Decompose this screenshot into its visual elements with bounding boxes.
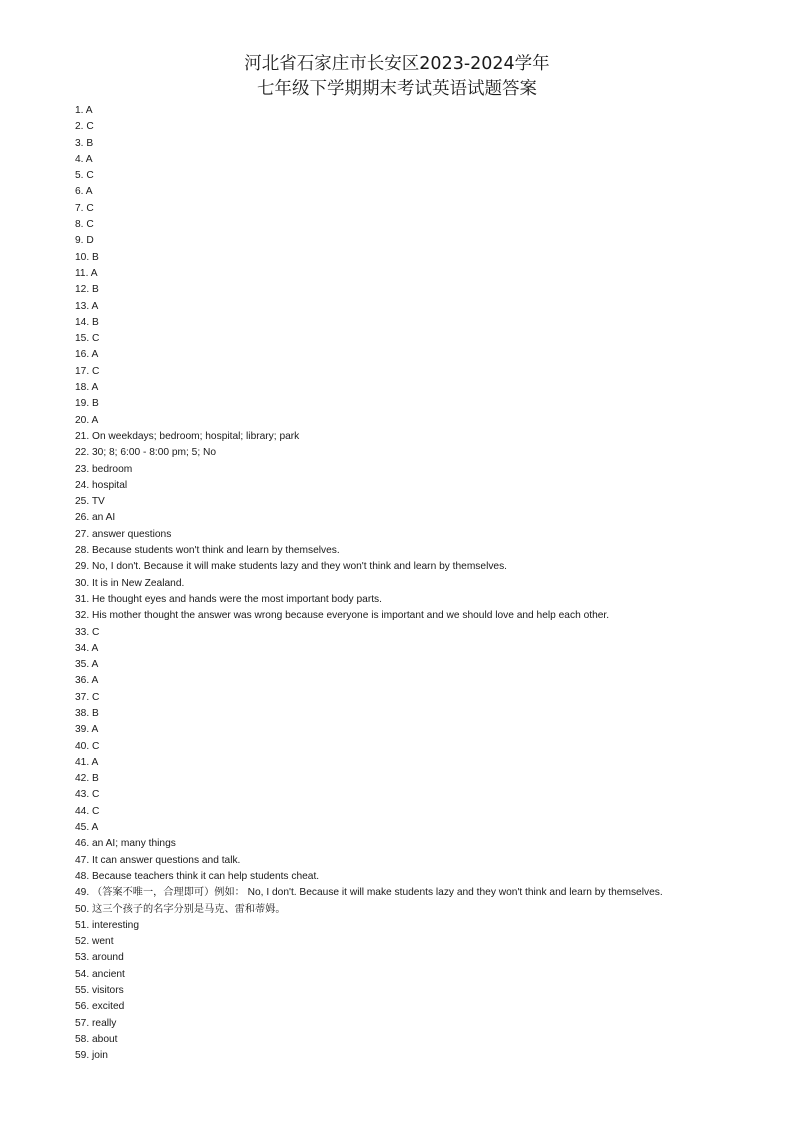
- answer-text: A: [91, 724, 99, 736]
- answer-number: 40.: [75, 740, 90, 752]
- answer-item: [75, 869, 725, 885]
- answer-number: 37.: [75, 691, 90, 703]
- answer-text: A: [91, 414, 99, 426]
- answer-text: C: [92, 789, 100, 801]
- answer-item: [75, 1016, 725, 1032]
- answer-item: [75, 999, 725, 1015]
- answer-number: 51.: [75, 919, 90, 931]
- answer-text: an AI: [92, 512, 116, 524]
- answer-item: [75, 233, 725, 249]
- answer-number: 3.: [75, 137, 84, 149]
- answer-item: [75, 136, 725, 152]
- answer-item: [75, 478, 725, 494]
- answer-text: His mother thought the answer was wrong because everyone is important and we should love and help each other.: [92, 610, 610, 622]
- answer-number: 42.: [75, 773, 90, 785]
- answer-item: [75, 315, 725, 331]
- answer-number: 25.: [75, 496, 90, 508]
- answer-text: It is in New Zealand.: [92, 577, 185, 589]
- answer-number: 5.: [75, 170, 84, 182]
- answer-text: B: [92, 251, 99, 263]
- answer-item: [75, 510, 725, 526]
- answer-number: 26.: [75, 512, 90, 524]
- answer-number: 20.: [75, 414, 90, 426]
- answer-text: C: [86, 219, 94, 231]
- answer-text: join: [92, 1050, 108, 1062]
- answer-number: 21.: [75, 430, 90, 442]
- answer-text: C: [92, 805, 100, 817]
- answer-text: interesting: [92, 919, 140, 931]
- answer-number: 10.: [75, 251, 90, 263]
- answer-text: ancient: [92, 968, 125, 980]
- answer-item: [75, 592, 725, 608]
- answer-text: On weekdays; bedroom; hospital; library; park: [92, 430, 300, 442]
- answer-number: 1.: [75, 105, 84, 116]
- answer-item: [75, 559, 725, 575]
- answer-item: [75, 299, 725, 315]
- answer-item: [75, 934, 725, 950]
- answer-list: [75, 103, 725, 1065]
- answer-item: [75, 119, 725, 135]
- answer-text: went: [92, 936, 114, 948]
- answer-text: hospital: [92, 479, 128, 491]
- answer-number: 17.: [75, 365, 90, 377]
- answer-number: 43.: [75, 789, 90, 801]
- answer-text: visitors: [92, 985, 124, 997]
- answer-item: [75, 641, 725, 657]
- answer-item: [75, 380, 725, 396]
- answer-text: B: [92, 284, 99, 296]
- answer-text: A: [85, 105, 93, 116]
- answer-item: [75, 608, 725, 624]
- answer-text: A: [90, 267, 98, 279]
- answer-number: 22.: [75, 447, 90, 459]
- answer-text: 这三个孩子的名字分别是马克、雷和蒂姆。: [92, 903, 286, 915]
- answer-item: [75, 347, 725, 363]
- answer-item: [75, 396, 725, 412]
- answer-text: bedroom: [92, 463, 133, 475]
- answer-number: 39.: [75, 724, 90, 736]
- answer-item: [75, 152, 725, 168]
- answer-text: A: [91, 382, 99, 394]
- answer-number: 33.: [75, 626, 90, 638]
- answer-text: C: [92, 365, 100, 377]
- answer-item: [75, 103, 725, 119]
- answer-item: [75, 184, 725, 200]
- answer-number: 36.: [75, 675, 90, 687]
- answer-number: 8.: [75, 219, 84, 231]
- answer-number: 46.: [75, 838, 90, 850]
- answer-item: [75, 266, 725, 282]
- answer-text: C: [92, 333, 100, 345]
- answer-number: 49.: [75, 887, 90, 899]
- answer-text: TV: [91, 496, 105, 508]
- answer-text: B: [92, 398, 99, 410]
- answer-text: around: [92, 952, 124, 964]
- answer-text: answer questions: [92, 528, 172, 540]
- answer-item: [75, 853, 725, 869]
- answer-number: 58.: [75, 1033, 90, 1045]
- answer-text: 30; 8; 6:00 - 8:00 pm; 5; No: [92, 447, 217, 459]
- answer-number: 59.: [75, 1050, 90, 1062]
- answer-text: C: [92, 626, 100, 638]
- answer-number: 41.: [75, 756, 90, 768]
- answer-number: 54.: [75, 968, 90, 980]
- answer-item: [75, 462, 725, 478]
- answer-item: [75, 771, 725, 787]
- answer-item: [75, 902, 725, 918]
- answer-item: [75, 1048, 725, 1064]
- answer-number: 28.: [75, 545, 90, 557]
- answer-item: [75, 168, 725, 184]
- answer-text: B: [92, 316, 99, 328]
- answer-text: Because students won't think and learn by themselves.: [92, 545, 340, 557]
- answer-item: [75, 690, 725, 706]
- answer-item: [75, 625, 725, 641]
- answer-number: 18.: [75, 382, 90, 394]
- answer-text: A: [91, 675, 99, 687]
- answer-text: A: [91, 659, 99, 671]
- answer-number: 44.: [75, 805, 90, 817]
- answer-number: 24.: [75, 479, 90, 491]
- document-title-line1: 河北省石家庄市长安区2023-2024学年: [244, 54, 550, 74]
- answer-text: about: [92, 1033, 118, 1045]
- answer-number: 4.: [75, 153, 84, 165]
- answer-text: A: [91, 642, 99, 654]
- answer-item: [75, 657, 725, 673]
- answer-item: [75, 413, 725, 429]
- answer-number: 34.: [75, 642, 90, 654]
- answer-number: 19.: [75, 398, 90, 410]
- answer-item: [75, 201, 725, 217]
- answer-text: C: [86, 170, 94, 182]
- answer-number: 9.: [75, 235, 84, 247]
- answer-number: 48.: [75, 870, 90, 882]
- answer-item: [75, 282, 725, 298]
- answer-text: excited: [92, 1001, 125, 1013]
- answer-text: Because teachers think it can help students cheat.: [92, 870, 320, 882]
- answer-number: 15.: [75, 333, 90, 345]
- answer-text: It can answer questions and talk.: [92, 854, 241, 866]
- answer-item: [75, 820, 725, 836]
- answer-item: [75, 787, 725, 803]
- answer-item: [75, 217, 725, 233]
- answer-text: D: [86, 235, 94, 247]
- answer-number: 32.: [75, 610, 90, 622]
- answer-item: [75, 250, 725, 266]
- answer-text: really: [92, 1017, 117, 1029]
- answer-text: A: [91, 756, 99, 768]
- answer-text: B: [92, 707, 99, 719]
- answer-text: an AI; many things: [92, 838, 176, 850]
- answer-item: [75, 885, 725, 901]
- answer-text: A: [91, 822, 99, 834]
- answer-item: [75, 543, 725, 559]
- answer-item: [75, 918, 725, 934]
- answer-number: 13.: [75, 300, 90, 312]
- answer-item: [75, 364, 725, 380]
- answer-number: 30.: [75, 577, 90, 589]
- answer-item: [75, 429, 725, 445]
- answer-item: [75, 950, 725, 966]
- answer-number: 2.: [75, 121, 84, 133]
- answer-number: 53.: [75, 952, 90, 964]
- answer-number: 52.: [75, 936, 90, 948]
- answer-number: 27.: [75, 528, 90, 540]
- answer-number: 29.: [75, 561, 90, 573]
- answer-number: 57.: [75, 1017, 90, 1029]
- answer-item: [75, 983, 725, 999]
- answer-number: 16.: [75, 349, 90, 361]
- answer-number: 55.: [75, 985, 90, 997]
- answer-text: B: [92, 773, 99, 785]
- answer-item: [75, 804, 725, 820]
- answer-item: [75, 836, 725, 852]
- answer-number: 35.: [75, 659, 90, 671]
- answer-text: C: [86, 202, 94, 214]
- answer-item: [75, 494, 725, 510]
- answer-number: 6.: [75, 186, 84, 198]
- answer-text: He thought eyes and hands were the most important body parts.: [92, 593, 382, 605]
- answer-item: [75, 706, 725, 722]
- answer-text: A: [85, 186, 93, 198]
- answer-text: C: [92, 740, 100, 752]
- answer-number: 11.: [75, 267, 89, 279]
- answer-item: [75, 1032, 725, 1048]
- answer-number: 12.: [75, 284, 90, 296]
- answer-number: 14.: [75, 316, 90, 328]
- answer-item: [75, 722, 725, 738]
- answer-text: A: [85, 153, 93, 165]
- answer-text: C: [86, 121, 94, 133]
- answer-text: A: [91, 349, 99, 361]
- answer-item: [75, 331, 725, 347]
- answer-item: [75, 755, 725, 771]
- answer-item: [75, 445, 725, 461]
- answer-text: （答案不唯一，合理即可）例如： No, I don't. Because it will make students lazy and they won't think and learn by themselves.: [92, 887, 663, 899]
- answer-item: [75, 673, 725, 689]
- answer-text: C: [92, 691, 100, 703]
- answer-item: [75, 576, 725, 592]
- answer-number: 50.: [75, 903, 90, 915]
- answer-item: [75, 967, 725, 983]
- answer-text: No, I don't. Because it will make students lazy and they won't think and learn by themselves.: [92, 561, 508, 573]
- answer-number: 23.: [75, 463, 90, 475]
- answer-text: B: [86, 137, 94, 149]
- answer-item: [75, 739, 725, 755]
- answer-number: 56.: [75, 1001, 90, 1013]
- answer-number: 38.: [75, 707, 90, 719]
- answer-number: 7.: [75, 202, 84, 214]
- answer-text: A: [91, 300, 99, 312]
- answer-number: 31.: [75, 593, 90, 605]
- answer-number: 45.: [75, 822, 90, 834]
- document-title-line2: 七年级下学期期末考试英语试题答案: [257, 79, 537, 99]
- answer-item: [75, 527, 725, 543]
- answer-number: 47.: [75, 854, 90, 866]
